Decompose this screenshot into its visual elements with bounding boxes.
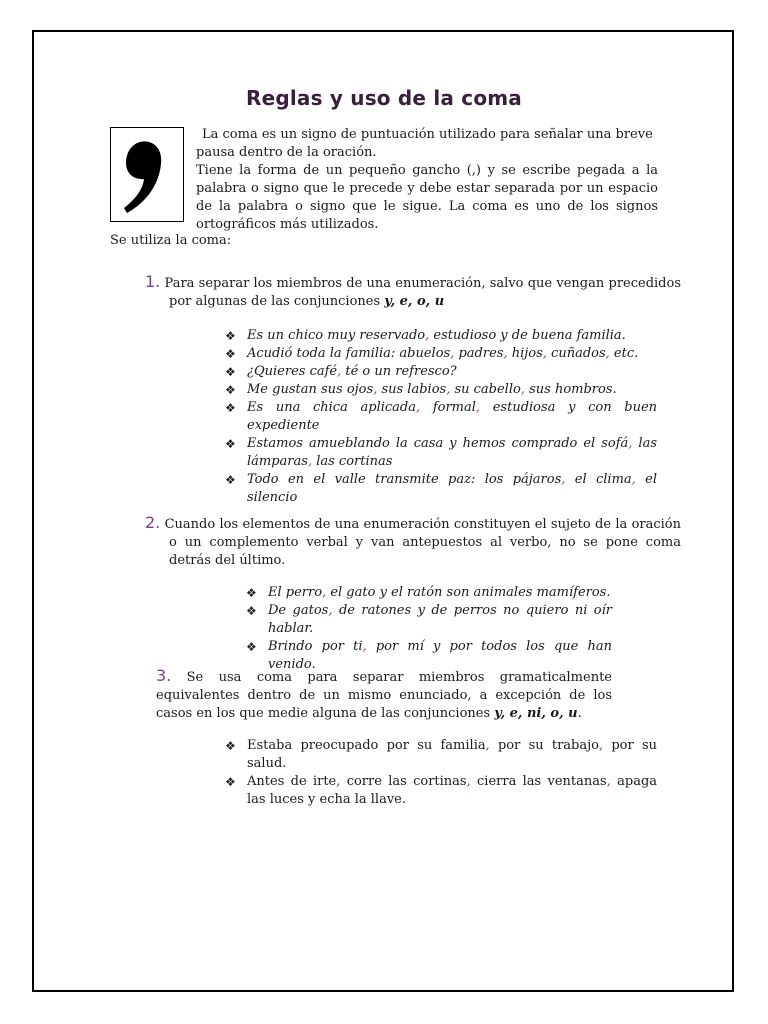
example-text: Estamos amueblando la casa y hemos comprado el sofá [247, 436, 629, 451]
highlighted-comma: , [561, 472, 575, 487]
diamond-bullet-icon: ❖ [225, 401, 236, 415]
diamond-bullet-icon: ❖ [225, 347, 236, 361]
example-text: por mí y por todos los que han venido. [268, 639, 612, 672]
example-text: su cabello [454, 382, 521, 397]
example-text: hijos [511, 346, 543, 361]
rule-text: Se usa coma para separar miembros gramaticalmente equivalentes dentro de un mismo enunciado, a excepción de los casos en los que medie alguna de las conjunciones [156, 670, 612, 721]
rule-2 [145, 514, 681, 570]
example-text: estudioso y de buena familia. [433, 328, 626, 343]
rule-number: 2. [145, 513, 161, 532]
rule-1-examples [225, 327, 657, 507]
example-text: Brindo por ti [268, 639, 363, 654]
intro-paragraph [196, 126, 658, 234]
example-item [225, 471, 657, 507]
diamond-bullet-icon: ❖ [225, 383, 236, 397]
example-text: apaga las luces y echa la llave. [247, 774, 658, 807]
rule-3-examples [225, 737, 657, 809]
example-text: por su trabajo [497, 738, 599, 753]
highlighted-comma: , [307, 454, 317, 469]
example-text: De gatos [268, 603, 329, 618]
highlighted-comma: , [605, 346, 614, 361]
highlighted-comma: , [373, 382, 382, 397]
diamond-bullet-icon: ❖ [246, 586, 257, 600]
highlighted-comma: , [520, 382, 530, 397]
example-item [225, 327, 657, 345]
example-item [246, 584, 612, 602]
example-text: sus labios [381, 382, 447, 397]
highlighted-comma: , [425, 328, 434, 343]
highlighted-comma: , [416, 400, 433, 415]
rule-conjunctions: y, e, o, u [384, 294, 445, 309]
example-item [225, 773, 657, 809]
rule-text: Para separar los miembros de una enumeración, salvo que vengan precedidos por algunas de las conjunciones [164, 276, 681, 309]
intro-line-2: pausa dentro de la oración. [196, 145, 377, 160]
example-text: ¿Quieres café [247, 364, 338, 379]
example-text: El perro [268, 585, 323, 600]
example-item [246, 602, 612, 638]
highlighted-comma: , [628, 436, 639, 451]
highlighted-comma: , [598, 738, 612, 753]
se-utiliza-label: Se utiliza la coma: [110, 233, 232, 248]
highlighted-comma: , [631, 472, 646, 487]
highlighted-comma: , [466, 774, 478, 789]
diamond-bullet-icon: ❖ [246, 640, 257, 654]
example-text: estudiosa y con buen expediente [247, 400, 658, 433]
diamond-bullet-icon: ❖ [225, 739, 236, 753]
highlighted-comma: , [485, 738, 498, 753]
example-text: de ratones y de perros no quiero ni oír hablar. [268, 603, 613, 636]
highlighted-comma: , [446, 382, 455, 397]
example-text: Antes de irte [247, 774, 337, 789]
example-text: Estaba preocupado por su familia [247, 738, 486, 753]
diamond-bullet-icon: ❖ [225, 365, 236, 379]
diamond-bullet-icon: ❖ [225, 473, 236, 487]
example-text: las lámparas [247, 436, 657, 469]
rule-number: 1. [145, 272, 161, 291]
example-text: cuñados [551, 346, 606, 361]
example-item [225, 363, 657, 381]
example-text: Es una chica aplicada [247, 400, 417, 415]
comma-illustration [110, 127, 184, 222]
highlighted-comma: , [606, 774, 618, 789]
example-item [225, 345, 657, 363]
highlighted-comma: , [322, 585, 331, 600]
diamond-bullet-icon: ❖ [225, 775, 236, 789]
example-text: Es un chico muy reservado [247, 328, 426, 343]
highlighted-comma: , [328, 603, 339, 618]
highlighted-comma: , [336, 774, 347, 789]
comma-icon [111, 128, 183, 221]
rule-2-examples [246, 584, 612, 674]
rule-1 [145, 273, 681, 311]
rule-conjunctions: y, e, ni, o, u [494, 706, 578, 721]
example-text: Todo en el valle transmite paz: los pájaros [247, 472, 562, 487]
diamond-bullet-icon: ❖ [225, 329, 236, 343]
intro-line-3: Tiene la forma de un pequeño gancho (,) y se escribe pegada a la palabra o signo que le precede y debe estar separada por un espacio de la palabra o signo que le sigue. La coma es uno de los signos ortográficos más utilizados. [196, 163, 658, 232]
example-item [225, 399, 657, 435]
example-text: sus hombros. [529, 382, 617, 397]
example-item [225, 435, 657, 471]
example-text: etc. [613, 346, 639, 361]
highlighted-comma: , [337, 364, 346, 379]
example-text: corre las cortinas [346, 774, 467, 789]
example-text: cierra las ventanas [477, 774, 607, 789]
diamond-bullet-icon: ❖ [225, 437, 236, 451]
example-text: el clima [574, 472, 632, 487]
example-text: padres [458, 346, 504, 361]
example-item [225, 381, 657, 399]
highlighted-comma: , [475, 400, 493, 415]
rule-number: 3. [156, 666, 172, 685]
intro-line-1: La coma es un signo de puntuación utilizado para señalar una breve [202, 127, 653, 142]
example-text: por su salud. [247, 738, 658, 771]
example-text: Acudió toda la familia: abuelos [247, 346, 451, 361]
diamond-bullet-icon: ❖ [246, 604, 257, 618]
highlighted-comma: , [450, 346, 459, 361]
highlighted-comma: , [542, 346, 552, 361]
rule-text: Cuando los elementos de una enumeración constituyen el sujeto de la oración o un complemento verbal y van antepuestos al verbo, no se pone coma detrás del último. [164, 517, 681, 568]
example-item [225, 737, 657, 773]
example-text: el silencio [247, 472, 657, 505]
example-text: el gato y el ratón son animales mamíferos. [330, 585, 611, 600]
highlighted-comma: , [362, 639, 376, 654]
highlighted-comma: , [503, 346, 512, 361]
example-text: Me gustan sus ojos [247, 382, 374, 397]
example-text: formal [432, 400, 476, 415]
rule-3: 3. Se usa coma para separar miembros gramaticalmente equivalentes dentro de un mismo enunciado, a excepción de los casos en los que medie alguna de las conjunciones y, e, ni, o, u. [156, 666, 612, 721]
page-title: Reglas y uso de la coma [245, 86, 523, 110]
example-text: té o un refresco? [345, 364, 457, 379]
example-text: las cortinas [316, 454, 393, 469]
